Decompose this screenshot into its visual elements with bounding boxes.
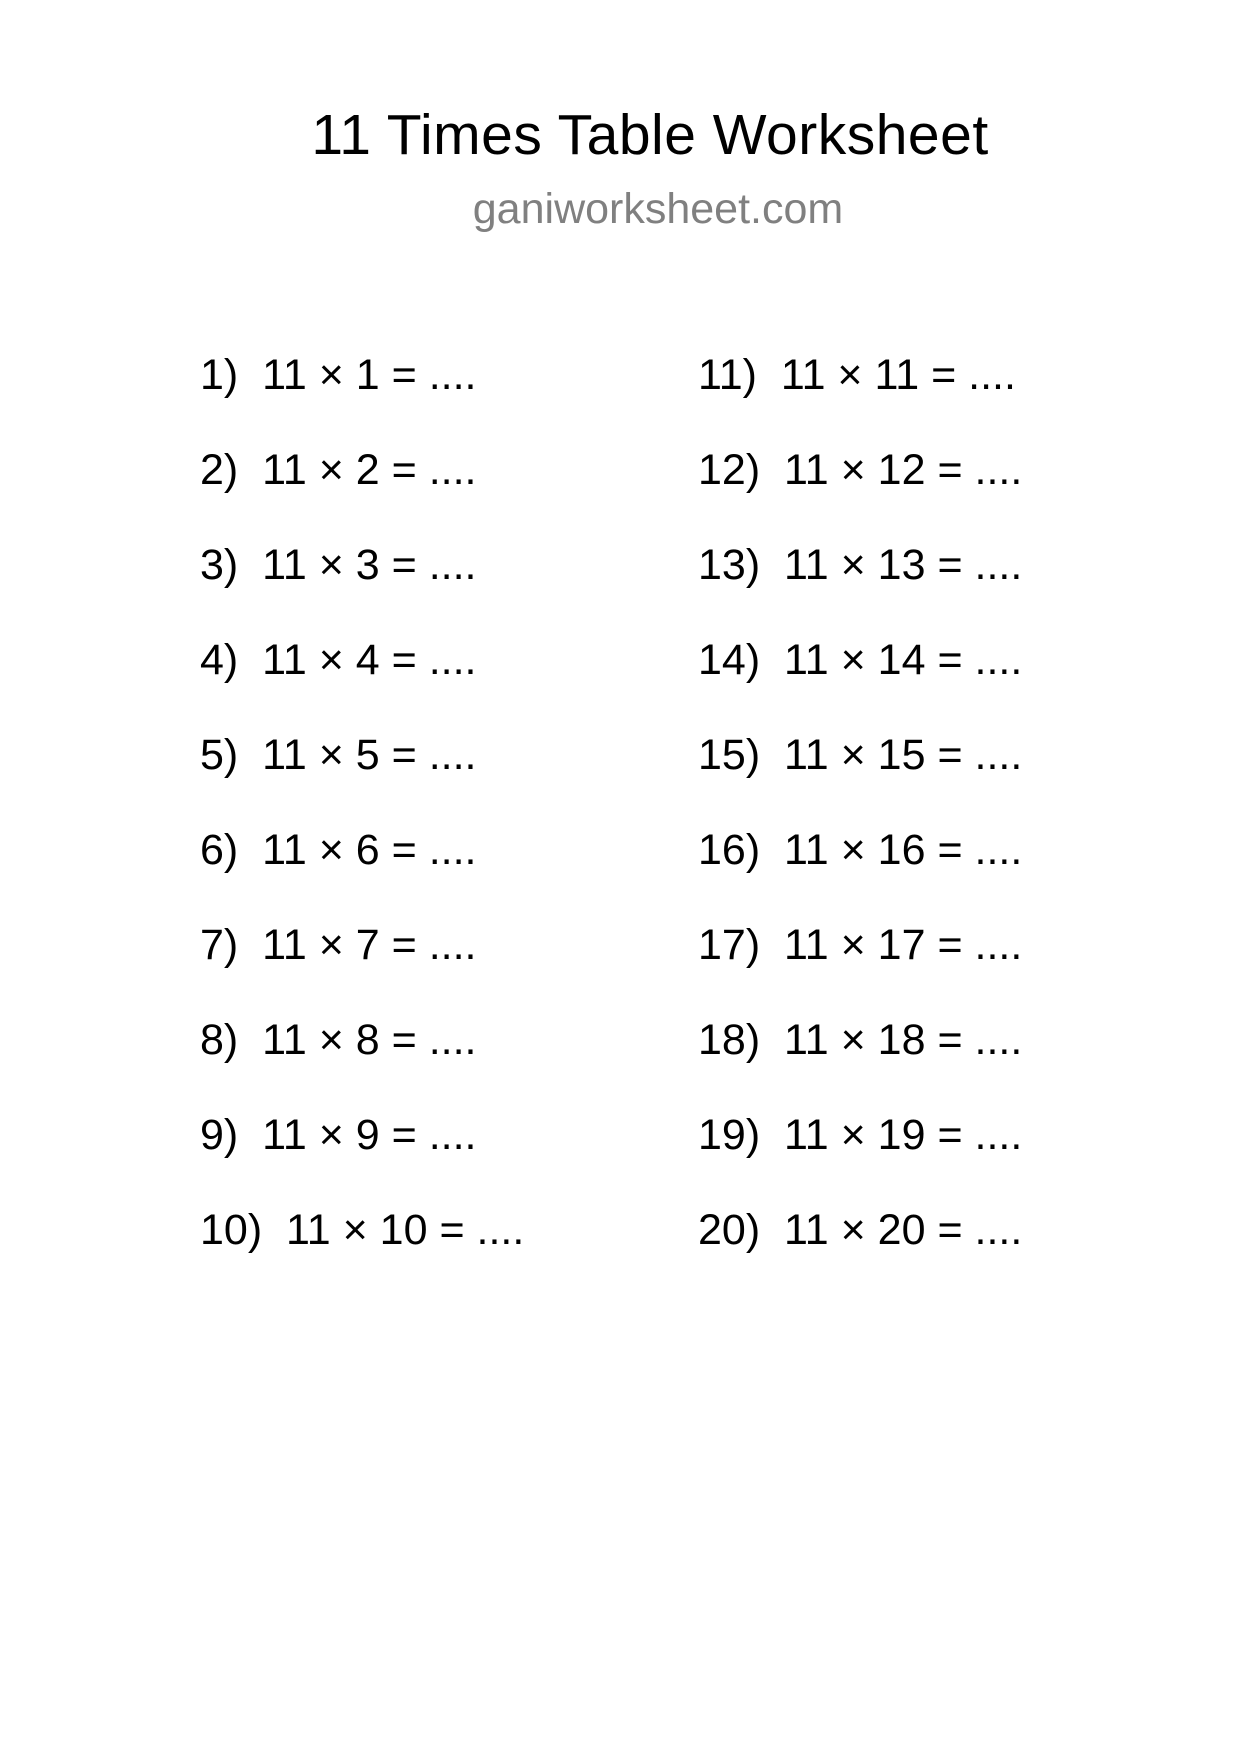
worksheet-title: 11 Times Table Worksheet [311,103,989,167]
problem-item: 7) 11 × 7 = .... [200,921,477,969]
website-url: ganiworksheet.com [472,185,844,233]
problem-item: 11) 11 × 11 = .... [698,351,1016,399]
problem-item: 1) 11 × 1 = .... [200,351,477,399]
problem-item: 4) 11 × 4 = .... [200,636,477,684]
problem-item: 3) 11 × 3 = .... [200,541,477,589]
problem-item: 18) 11 × 18 = .... [698,1016,1023,1064]
problem-item: 17) 11 × 17 = .... [698,921,1023,969]
problem-item: 19) 11 × 19 = .... [698,1111,1023,1159]
problem-item: 12) 11 × 12 = .... [698,446,1023,494]
problem-item: 8) 11 × 8 = .... [200,1016,477,1064]
problem-item: 5) 11 × 5 = .... [200,731,477,779]
problem-item: 20) 11 × 20 = .... [698,1206,1023,1254]
problem-item: 13) 11 × 13 = .... [698,541,1023,589]
problem-column-left [200,345,524,1295]
problem-item: 16) 11 × 16 = .... [698,826,1023,874]
problem-item: 9) 11 × 9 = .... [200,1111,477,1159]
problem-item: 10) 11 × 10 = .... [200,1206,525,1254]
problem-item: 2) 11 × 2 = .... [200,446,477,494]
problem-column-right [698,345,1022,1295]
problem-item: 6) 11 × 6 = .... [200,826,477,874]
problem-item: 14) 11 × 14 = .... [698,636,1023,684]
problem-item: 15) 11 × 15 = .... [698,731,1023,779]
